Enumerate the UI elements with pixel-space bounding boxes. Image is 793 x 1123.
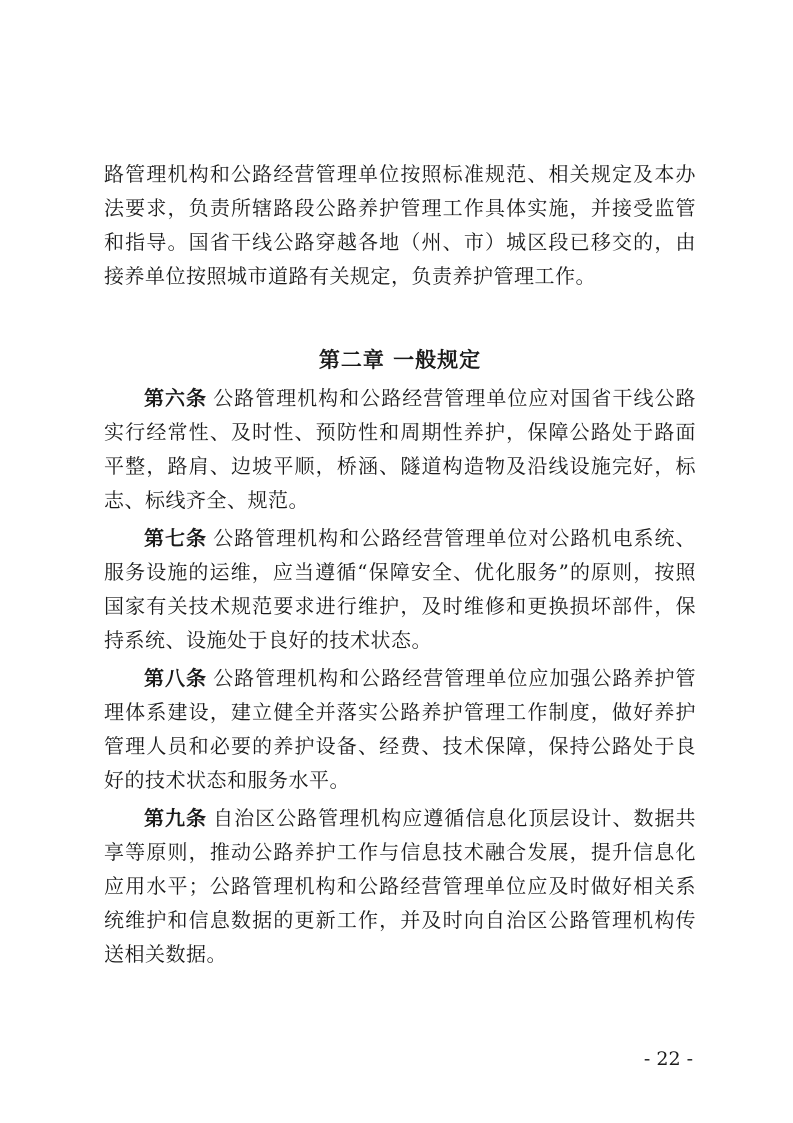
article-label: 第九条 (144, 806, 208, 830)
article-9 (104, 801, 696, 971)
continuation-section (104, 157, 696, 293)
article-7 (104, 521, 696, 657)
article-label: 第七条 (144, 526, 208, 550)
articles-section (104, 381, 696, 971)
continuation-paragraph: 路管理机构和公路经营管理单位按照标准规范、相关规定及本办法要求，负责所辖路段公路养护管理工作具体实施，并接受监管和指导。国省干线公路穿越各地（州、市）城区段已移交的，由接养单位按照城市道路有关规定，负责养护管理工作。 (104, 162, 696, 288)
article-6 (104, 381, 696, 517)
chapter-heading: 第二章 一般规定 (318, 347, 482, 372)
article-label: 第六条 (144, 386, 208, 410)
article-text: 公路管理机构和公路经营管理单位应加强公路养护管理体系建设，建立健全并落实公路养护管理工作制度，做好养护管理人员和必要的养护设备、经费、技术保障，保持公路处于良好的技术状态和服务水平。 (104, 666, 697, 792)
article-label: 第八条 (144, 666, 208, 690)
article-text: 自治区公路管理机构应遵循信息化顶层设计、数据共享等原则，推动公路养护工作与信息技术融合发展，提升信息化应用水平；公路管理机构和公路经营管理单位应及时做好相关系统维护和信息数据的更新工作，并及时向自治区公路管理机构传送相关数据。 (104, 806, 697, 966)
article-text: 公路管理机构和公路经营管理单位对公路机电系统、服务设施的运维，应当遵循“保障安全、优化服务”的原则，按照国家有关技术规范要求进行维护，及时维修和更换损坏部件，保持系统、设施处于良好的技术状态。 (104, 526, 697, 652)
page-number: - 22 - (643, 1048, 693, 1070)
article-text: 公路管理机构和公路经营管理单位应对国省干线公路实行经常性、及时性、预防性和周期性养护，保障公路处于路面平整，路肩、边坡平顺，桥涵、隧道构造物及沿线设施完好，标志、标线齐全、规范。 (104, 386, 697, 512)
article-8 (104, 661, 696, 797)
